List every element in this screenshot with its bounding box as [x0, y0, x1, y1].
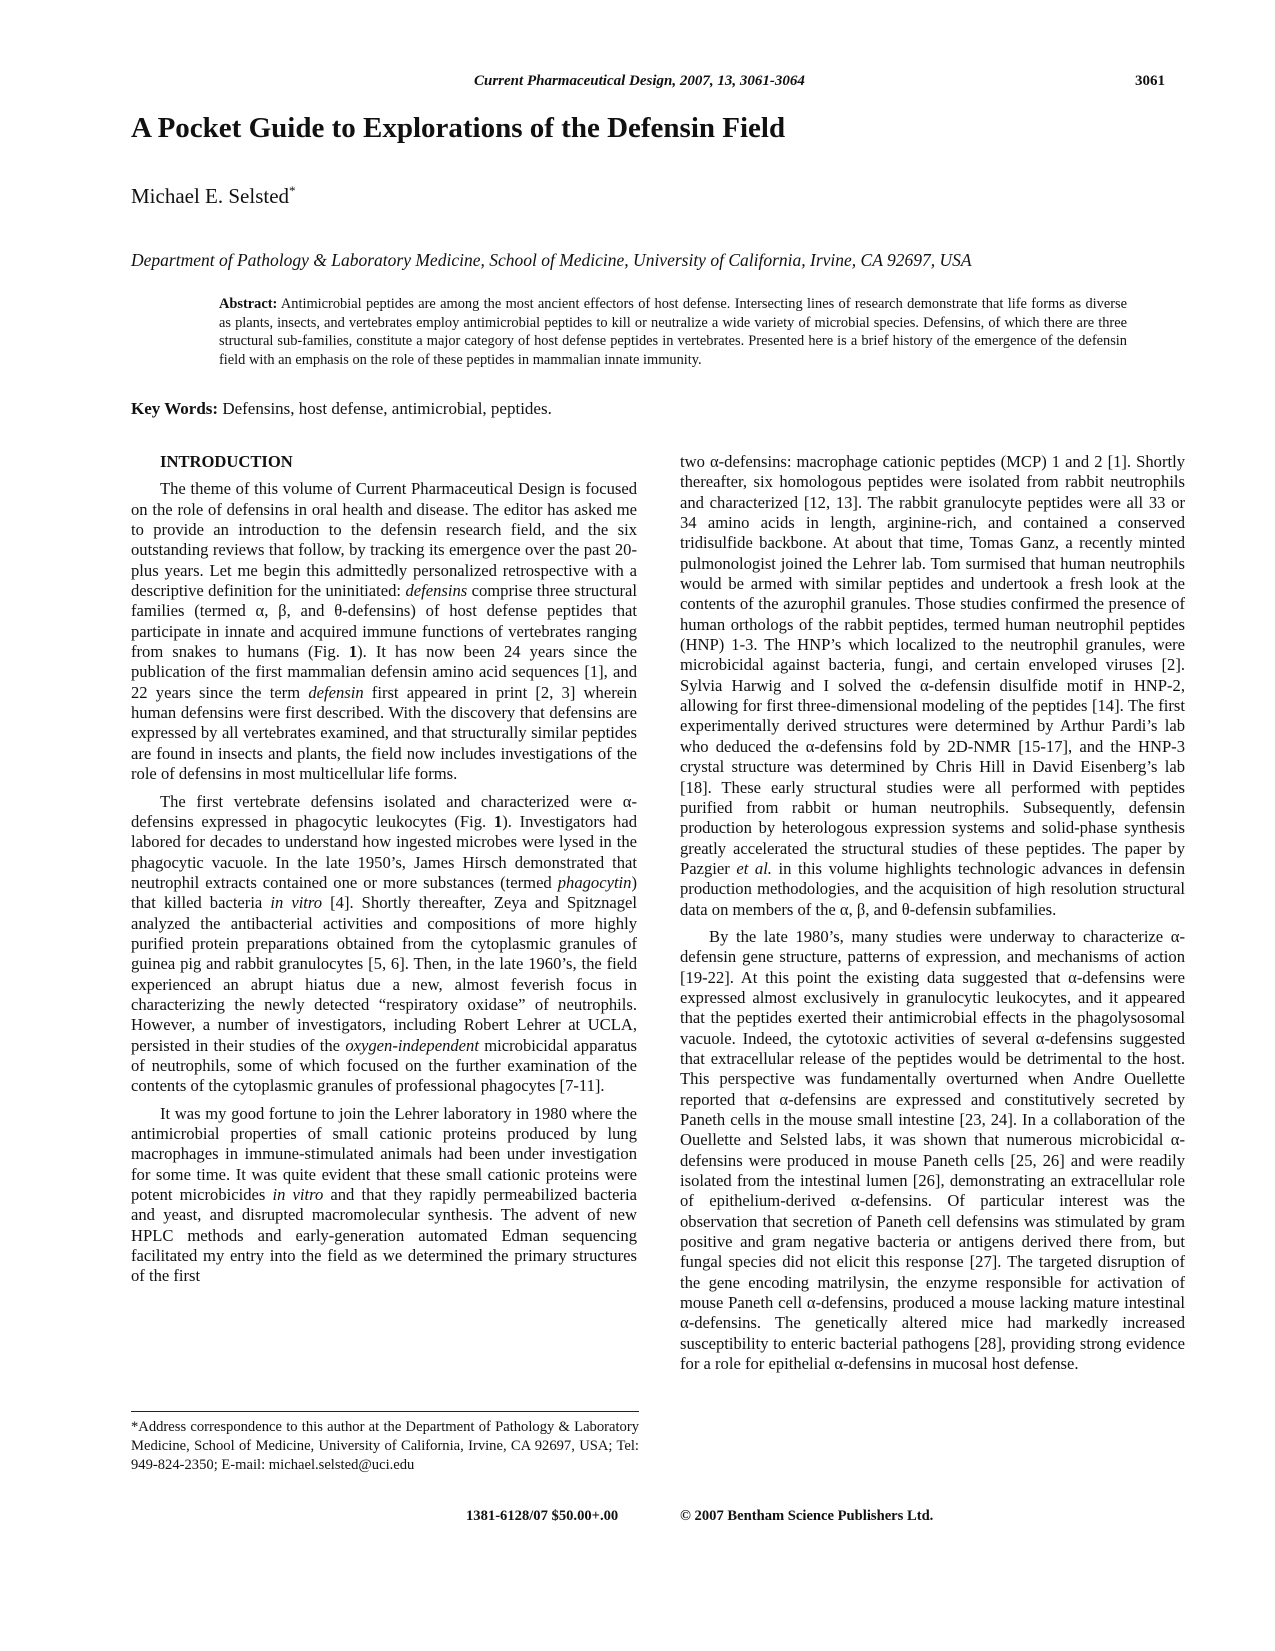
copyright-notice: © 2007 Bentham Science Publishers Ltd. — [680, 1508, 934, 1524]
text-run: and that they rapidly permeabilized bacteria and yeast, and disrupted macromolecular synthesis. The advent of new HPLC methods and early-generation automated Edman sequencing facilitated my entry into the field as we determined the primary structures of the first — [131, 1185, 637, 1286]
emphasis: defensins — [405, 581, 468, 601]
text-run: ) that killed bacteria — [131, 872, 637, 913]
emphasis: in vitro — [270, 893, 323, 913]
text-run: The theme of this volume of Current Pharmaceutical Design is focused on the role of defensins in oral health and disease. The editor has asked me to provide an introduction to the defensin research field, and the six outstanding reviews that follow, by tracking its emergence over the past 20-plus years. Let me begin this admittedly personalized retrospective with a descriptive definition for the uninitiated: — [131, 479, 637, 601]
keywords — [131, 399, 552, 419]
affiliation: Department of Pathology & Laboratory Medicine, School of Medicine, University of California, Irvine, CA 92697, USA — [131, 250, 972, 270]
emphasis: phagocytin — [557, 872, 632, 892]
text-run: It was my good fortune to join the Lehrer laboratory in 1980 where the antimicrobial properties of small cationic proteins produced by lung macrophages in immune-stimulated animals had been under investigation for some time. It was quite evident that these small cationic proteins were potent microbicides — [131, 1103, 637, 1205]
author-line — [131, 183, 296, 209]
page-number: 3061 — [1135, 73, 1165, 89]
article-title: A Pocket Guide to Explorations of the Defensin Field — [131, 112, 786, 144]
paragraph-3 — [131, 1104, 637, 1287]
journal-year: 2007, — [676, 73, 718, 89]
text-run: ). Investigators had labored for decades to understand how ingested microbes were lysed in the phagocytic vacuole. In the late 1950’s, James Hirsch demonstrated that neutrophil extracts contained one or more substances (termed — [131, 811, 637, 892]
text-run: microbicidal apparatus of neutrophils, some of which focused on the further examination of the contents of the cytoplasmic granules of professional phagocytes [7-11]. — [131, 1035, 637, 1096]
keywords-label: Key Words: — [131, 399, 219, 418]
text-run: first appeared in print [2, 3] wherein human defensins were first described. With the discovery that defensins are expressed by all vertebrates examined, and that structurally similar peptides are found in insects and plants, the field now includes investigations of the role of defensins in most multicellular life forms. — [131, 682, 638, 784]
abstract — [219, 295, 1127, 369]
abstract-label: Abstract: — [219, 296, 278, 312]
author-footnote-mark: * — [289, 183, 296, 198]
journal-name: Current Pharmaceutical Design, — [474, 73, 677, 89]
left-column — [131, 452, 637, 1294]
text-run: in this volume highlights technologic advances in defensin production methodologies, and the acquisition of high resolution structural data on members of the α, β, and θ-defensin subfamilies. — [680, 858, 1185, 919]
paragraph-1 — [131, 479, 637, 784]
abstract-text: Antimicrobial peptides are among the most ancient effectors of host defense. Intersecting lines of research demonstrate that life forms as diverse as plants, insects, and vertebrates employ antimicrobial peptides to kill or neutralize a wide variety of microbial species. Defensins, of which there are three structural sub-families, constitute a major category of host defense peptides in vertebrates. Presented here is a brief history of the emergence of the defensin field with an emphasis on the role of these peptides in mammalian innate immunity. — [219, 296, 1127, 368]
emphasis: et al. — [736, 858, 772, 878]
correspondence-footnote: *Address correspondence to this author at the Department of Pathology & Laboratory Medicine, School of Medicine, University of California, Irvine, CA 92697, USA; Tel: 949-824-2350; E-mail: michael.selsted@uci.edu — [131, 1419, 639, 1473]
figure-ref: 1 — [348, 642, 358, 662]
text-run: two α-defensins: macrophage cationic peptides (MCP) 1 and 2 [1]. Shortly thereafter, six homologous peptides were isolated from rabbit neutrophils and characterized [12, 13]. The rabbit granulocyte peptides were all 33 or 34 amino acids in length, arginine-rich, and contained a conserved tridisulfide backbone. At about that time, Tomas Ganz, a recently minted pulmonologist joined the Lehrer lab. Tom surmised that human neutrophils would be armed with similar peptides and undertook a fresh look at the contents of the azurophil granules. Those studies confirmed the presence of human orthologs of the rabbit peptides, termed human neutrophil peptides (HNP) 1-3. The HNP’s which localized to the neutrophil granules, were microbicidal against bacteria, fungi, and certain enveloped viruses [2]. Sylvia Harwig and I solved the α-defensin disulfide motif in HNP-2, allowing for first three-dimensional modeling of the peptides [14]. The first experimentally derived structures were determined by Arthur Pardi’s lab who deduced the α-defensins fold by 2D-NMR [15-17], and the HNP-3 crystal structure was determined by Chris Hill in David Eisenberg’s lab [18]. These early structural studies were all performed with peptides purified from rabbit or human neutrophils. Subsequently, defensin production by heterologous expression systems and solid-phase synthesis greatly accelerated the structural studies of these peptides. The paper by Pazgier — [680, 452, 1185, 878]
paragraph-2 — [131, 792, 637, 1097]
journal-citation — [474, 73, 805, 90]
right-column — [680, 452, 1185, 1381]
figure-ref: 1 — [493, 811, 503, 831]
footnote-rule — [131, 1411, 639, 1412]
emphasis: defensin — [308, 682, 364, 702]
author-name: Michael E. Selsted — [131, 184, 290, 208]
text-run: The first vertebrate defensins isolated and characterized were α-defensins expressed in phagocytic leukocytes (Fig. — [131, 791, 637, 831]
paragraph-4 — [680, 452, 1185, 920]
journal-volume: 13 — [717, 73, 733, 89]
keywords-text: Defensins, host defense, antimicrobial, peptides. — [218, 399, 552, 418]
issn-price: 1381-6128/07 $50.00+.00 — [466, 1508, 619, 1524]
text-run: [4]. Shortly thereafter, Zeya and Spitznagel analyzed the antibacterial activities and compositions of more highly purified protein preparations obtained from the cytoplasmic granules of guinea pig and rabbit granulocytes [5, 6]. Then, in the late 1960’s, the field experienced an abrupt hiatus due a new, almost feverish focus in characterizing the newly detected “respiratory oxidase” of neutrophils. However, a number of investigators, including Robert Lehrer at UCLA, persisted in their studies of the — [131, 893, 637, 1055]
section-heading-introduction: INTRODUCTION — [160, 452, 293, 471]
journal-pages: , 3061-3064 — [732, 73, 805, 89]
text-run: comprise three structural families (termed α, β, and θ-defensins) of host defense peptides that participate in innate and acquired immune functions of vertebrates ranging from snakes to humans (Fig. — [131, 581, 637, 662]
paragraph-5: By the late 1980’s, many studies were underway to characterize α-defensin gene structure, patterns of expression, and mechanisms of action [19-22]. At this point the existing data suggested that α-defensins were expressed almost exclusively in granulocytic leukocytes, and it appeared that the peptides exerted their antimicrobial effects in the phagolysosomal vacuole. Indeed, the cytotoxic activities of several α-defensins suggested that extracellular release of the peptides would be detrimental to the host. This perspective was fundamentally overturned when Andre Ouellette reported that α-defensins are expressed and constitutively secreted by Paneth cells in the mouse small intestine [23, 24]. In a collaboration of the Ouellette and Selsted labs, it was shown that numerous microbicidal α-defensins were produced in mouse Paneth cells [25, 26] and were readily isolated from the intestinal lumen [26], demonstrating an extracellular role of epithelium-derived α-defensins. Of particular interest was the observation that secretion of Paneth cell defensins was stimulated by gram positive and gram negative bacteria or antigens derived there from, but fungal species did not elicit this response [27]. The targeted disruption of the gene encoding matrilysin, the enzyme responsible for activation of mouse Paneth cell α-defensins, produced a mouse lacking mature intestinal α-defensins. The genetically altered mice had markedly increased susceptibility to enteric bacterial pathogens [28], providing strong evidence for a role for epithelial α-defensins in mucosal host defense. — [680, 926, 1185, 1374]
emphasis: oxygen-independent — [345, 1035, 479, 1055]
text-run: ). It has now been 24 years since the publication of the first mammalian defensin amino acid sequences [1], and 22 years since the term — [131, 642, 637, 702]
emphasis: in vitro — [272, 1185, 324, 1205]
